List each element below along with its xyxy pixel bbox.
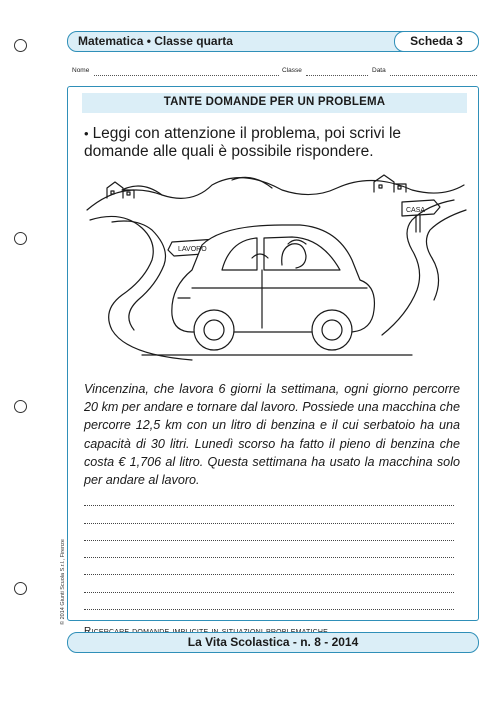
footer-label: La Vita Scolastica - n. 8 - 2014 xyxy=(187,635,359,649)
answer-line[interactable] xyxy=(84,575,454,592)
subject-label: Matematica • Classe quarta xyxy=(78,34,233,48)
answer-line[interactable] xyxy=(84,489,454,506)
sign-home-label: CASA xyxy=(406,207,426,214)
date-field[interactable] xyxy=(390,75,477,76)
sheet-label: Scheda 3 xyxy=(410,33,463,48)
problem-text: Vincenzina, che lavora 6 giorni la settimana, ogni giorno percorre 20 km per andare e tornare dal lavoro. Possiede una macchina che percorre 12,5 km con un litro di benzina e il cui serbatoio ha una capacità di 30 litri. Lunedì scorso ha fatto il pieno di benzina che costa € 1,706 al litro. Questa settimana ha usato la macchina solo per andare al lavoro. xyxy=(84,382,460,488)
answer-lines[interactable] xyxy=(84,489,454,610)
name-label: Nome xyxy=(72,67,90,74)
binder-hole xyxy=(14,232,27,245)
class-field[interactable] xyxy=(306,75,368,76)
copyright-notice: © 2014 Giunti Scuola S.r.l., Firenze xyxy=(60,539,66,625)
footer-bar xyxy=(67,632,479,653)
sign-work-label: LAVORO xyxy=(178,246,207,253)
binder-hole xyxy=(14,400,27,413)
sheet-badge xyxy=(394,31,479,52)
binder-hole xyxy=(14,582,27,595)
header-bar xyxy=(67,31,479,52)
answer-line[interactable] xyxy=(84,524,454,541)
date-label: Data xyxy=(372,67,386,74)
instruction-text: Leggi con attenzione il problema, poi scrivi le domande alle quali è possibile rispondere. xyxy=(84,125,402,160)
binder-hole xyxy=(14,39,27,52)
answer-line[interactable] xyxy=(84,541,454,558)
class-label: Classe xyxy=(282,67,302,74)
page-title: TANTE DOMANDE PER UN PROBLEMA xyxy=(163,96,386,108)
bullet: • xyxy=(84,126,89,141)
car-illustration xyxy=(82,170,468,370)
student-fields xyxy=(72,67,477,79)
instruction xyxy=(84,125,464,161)
name-field[interactable] xyxy=(94,75,279,76)
answer-line[interactable] xyxy=(84,558,454,575)
answer-line[interactable] xyxy=(84,593,454,610)
answer-line[interactable] xyxy=(84,506,454,523)
